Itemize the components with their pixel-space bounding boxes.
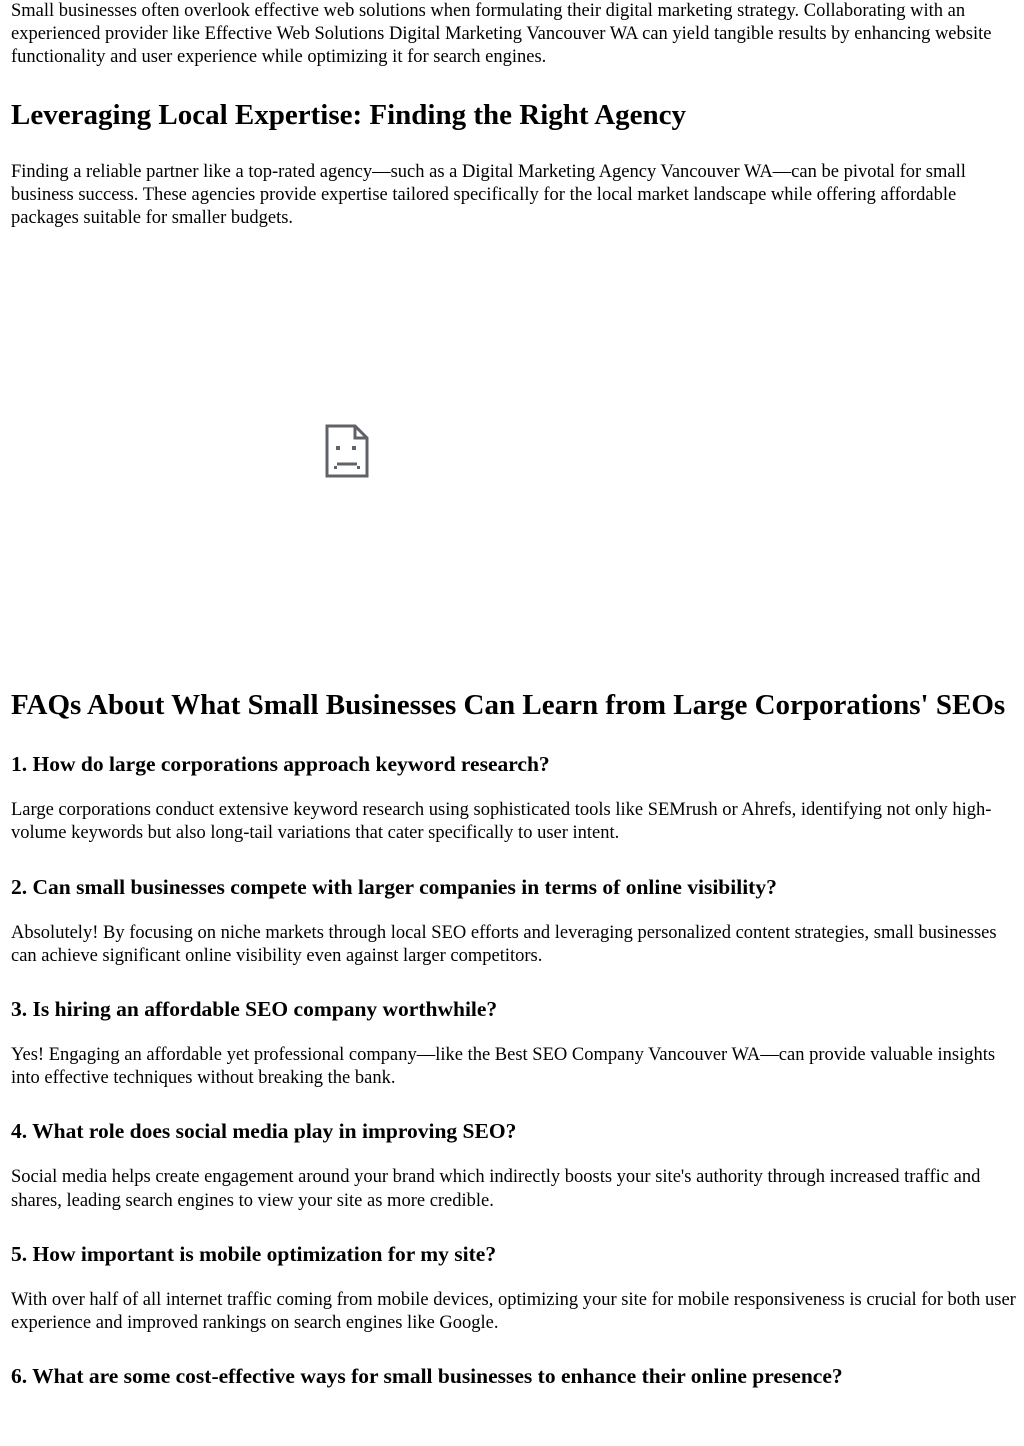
article-image <box>11 230 1016 688</box>
faq-item <box>11 996 1016 1090</box>
faq-item <box>11 874 1016 968</box>
faq-answer: With over half of all internet traffic coming from mobile devices, optimizing your site for mobile responsiveness is crucial for both user experience and improved rankings on search engines like Google. <box>11 1289 1016 1334</box>
faq-question: 3. Is hiring an affordable SEO company worthwhile? <box>11 997 498 1022</box>
faq-answer: Large corporations conduct extensive keyword research using sophisticated tools like SEMrush or Ahrefs, identifying not only high-volume keywords but also long-tail variations that cater specifically to user intent. <box>11 800 992 844</box>
intro-paragraph: Small businesses often overlook effective web solutions when formulating their digital marketing strategy. Collaborating with an experienced provider like Effective Web Solutions Digital Marketing Vancouver WA can yield tangible results by enhancing website functionality and user experience while optimizing it for search engines. <box>11 1 992 68</box>
faq-answer: Yes! Engaging an affordable yet professional company—like the Best SEO Company Vancouver WA—can provide valuable insights into effective techniques without breaking the bank. <box>11 1045 996 1089</box>
local-expertise-paragraph: Finding a reliable partner like a top-rated agency—such as a Digital Marketing Agency Vancouver WA—can be pivotal for small business success. These agencies provide expertise tailored specifically for the local market landscape while offering affordable packages suitable for smaller budgets. <box>11 161 966 229</box>
faq-question: 4. What role does social media play in improving SEO? <box>11 1119 517 1144</box>
faq-item <box>11 751 1016 845</box>
faq-question: 6. What are some cost-effective ways for small businesses to enhance their online presence? <box>11 1364 843 1389</box>
faq-item <box>11 1118 1016 1212</box>
local-expertise-heading: Leveraging Local Expertise: Finding the Right Agency <box>11 98 687 131</box>
faq-answer: Social media helps create engagement around your brand which indirectly boosts your site's authority through increased traffic and shares, leading search engines to view your site as more credible. <box>11 1167 981 1211</box>
faq-answer: Absolutely! By focusing on niche markets through local SEO efforts and leveraging personalized content strategies, small businesses can achieve significant online visibility even against larger competitors. <box>11 922 997 966</box>
faq-question: 1. How do large corporations approach keyword research? <box>11 752 550 777</box>
faq-question: 2. Can small businesses compete with larger companies in terms of online visibility? <box>11 874 777 899</box>
faq-question: 5. How important is mobile optimization for my site? <box>11 1241 497 1266</box>
faq-item <box>11 1241 1016 1335</box>
faq-item <box>11 1363 1016 1389</box>
broken-image-icon <box>325 424 369 478</box>
faq-heading: FAQs About What Small Businesses Can Learn from Large Corporations' SEOs <box>11 689 1006 722</box>
